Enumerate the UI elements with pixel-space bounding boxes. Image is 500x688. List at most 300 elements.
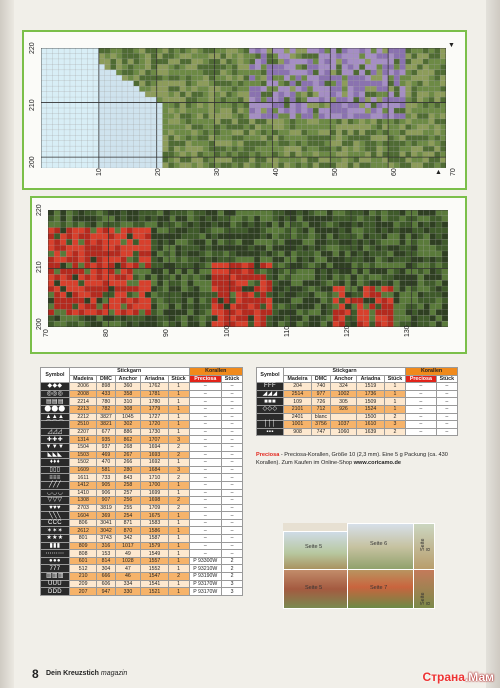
dmc-cell: 316 [97, 542, 115, 550]
ariadna-cell: 1524 [357, 405, 385, 413]
stuck-korallen-cell: – [436, 398, 457, 406]
ariadna-cell: 1509 [357, 398, 385, 406]
symbol-cell: ▥▥▥ [41, 573, 70, 581]
preciosa-text: - Preciosa-Korallen, Größe 10 (2,3 mm). Eine 5 g Packung (ca. 430 Korallen). Zum Kaufen im Online-Shop [256, 452, 448, 466]
dmc-cell: 740 [312, 383, 331, 391]
stuck-cell: 1 [168, 428, 189, 436]
dmc-cell: 666 [97, 573, 115, 581]
anchor-cell: 334 [115, 580, 141, 588]
key-row [257, 398, 458, 406]
magazine-title-suffix: magazin [100, 670, 128, 677]
preciosa-cell: – [189, 390, 222, 398]
col-preciosa: Preciosa [406, 375, 437, 383]
stuck-korallen-cell: 2 [222, 565, 243, 573]
stitch-grid-bottom [48, 210, 448, 327]
stuck-cell: 1 [168, 489, 189, 497]
stuck-cell: 2 [384, 428, 405, 436]
stuck-cell: 2 [168, 573, 189, 581]
preciosa-cell: – [406, 428, 437, 436]
dmc-cell: 977 [312, 390, 331, 398]
anchor-cell: 870 [115, 527, 141, 535]
ariadna-cell: 1541 [141, 580, 168, 588]
col-stickgarn: Stickgarn [283, 368, 405, 376]
x-tick: 10 [96, 168, 103, 176]
col-ariadna: Ariadna [357, 375, 385, 383]
stuck-korallen-cell: – [222, 527, 243, 535]
preciosa-cell: – [406, 390, 437, 398]
anchor-cell [330, 413, 356, 421]
key-row [257, 383, 458, 391]
watermark-prefix: Страна [422, 670, 465, 684]
stuck-cell: 2 [168, 504, 189, 512]
anchor-cell: 360 [115, 383, 141, 391]
madeira-cell: 1609 [69, 466, 97, 474]
symbol-cell: ▯▯▯ [41, 466, 70, 474]
key-row [41, 413, 243, 421]
key-row [41, 519, 243, 527]
preciosa-cell: – [189, 519, 222, 527]
symbol-cell: FFF [257, 383, 284, 391]
ariadna-cell: 1552 [141, 565, 168, 573]
stuck-cell: 1 [168, 413, 189, 421]
stuck-cell: 1 [384, 390, 405, 398]
stuck-korallen-cell: – [222, 489, 243, 497]
stuck-korallen-cell: – [436, 413, 457, 421]
x-tick: 60 [391, 168, 398, 176]
col-stuck: Stück [168, 375, 189, 383]
key-row [257, 421, 458, 429]
key-row [41, 459, 243, 467]
key-row [41, 383, 243, 391]
stuck-cell: 3 [168, 466, 189, 474]
anchor-cell: 358 [115, 390, 141, 398]
preview-label-6: Seite 8 [420, 592, 432, 605]
stuck-korallen-cell: – [222, 474, 243, 482]
symbol-cell: ♥♥♥ [41, 504, 70, 512]
stuck-korallen-cell: – [222, 451, 243, 459]
stuck-korallen-cell: – [436, 428, 457, 436]
madeira-cell: 2510 [69, 421, 97, 429]
symbol-cell: ⬤⬤⬤ [41, 405, 70, 413]
y-tick: 200 [36, 318, 43, 330]
dmc-cell: 898 [97, 383, 115, 391]
stuck-cell: 1 [384, 405, 405, 413]
ariadna-cell: 1586 [141, 527, 168, 535]
col-ariadna: Ariadna [141, 375, 168, 383]
preciosa-cell: – [189, 527, 222, 535]
madeira-cell: 1502 [69, 459, 97, 467]
dmc-cell: 304 [97, 565, 115, 573]
symbol-cell: ≡≡≡ [41, 474, 70, 482]
key-row [41, 497, 243, 505]
symbol-cell: │││ [257, 421, 284, 429]
preciosa-cell: – [189, 542, 222, 550]
preview-label-1: Seite 5 [305, 544, 323, 550]
page-number: 8 [32, 667, 39, 681]
madeira-cell: 204 [283, 383, 311, 391]
dmc-cell: blanc [312, 413, 331, 421]
madeira-cell: 209 [69, 580, 97, 588]
preciosa-cell: – [189, 512, 222, 520]
arrow-marker-bottom: ▲ [435, 169, 442, 176]
dmc-cell: 733 [97, 474, 115, 482]
stuck-korallen-cell: 2 [222, 573, 243, 581]
stuck-korallen-cell: – [222, 535, 243, 543]
stuck-korallen-cell: – [436, 390, 457, 398]
color-key-table-left [40, 367, 243, 596]
preciosa-cell: P 93190W [189, 573, 222, 581]
preview-label-5: Seite 7 [370, 585, 388, 591]
page-edge-shadow [486, 0, 500, 688]
symbol-cell: ╱╱╱ [41, 481, 70, 489]
madeira-cell: 806 [69, 519, 97, 527]
stuck-cell: 1 [384, 383, 405, 391]
anchor-cell: 254 [115, 512, 141, 520]
preciosa-note [256, 452, 456, 467]
anchor-cell: 305 [330, 398, 356, 406]
symbol-cell: ✶✶✶ [41, 527, 70, 535]
key-row [257, 413, 458, 421]
stitch-grid-top [41, 48, 446, 168]
anchor-cell: 862 [115, 436, 141, 444]
col-symbol: Symbol [257, 368, 284, 383]
key-row [41, 504, 243, 512]
key-row [41, 557, 243, 565]
key-row [41, 580, 243, 588]
col-korallen: Korallen [189, 368, 243, 376]
madeira-cell: 2401 [283, 413, 311, 421]
symbol-cell: ◣◣◣ [41, 451, 70, 459]
stuck-korallen-cell: – [222, 512, 243, 520]
madeira-cell: 2214 [69, 398, 97, 406]
stuck-korallen-cell: – [436, 383, 457, 391]
stuck-korallen-cell: 3 [222, 580, 243, 588]
key-row [41, 535, 243, 543]
dmc-cell: 935 [97, 436, 115, 444]
dmc-cell: 726 [312, 398, 331, 406]
dmc-cell: 581 [97, 466, 115, 474]
anchor-cell: 886 [115, 428, 141, 436]
key-row [41, 512, 243, 520]
symbol-cell: ★★★ [41, 535, 70, 543]
x-tick: 50 [332, 168, 339, 176]
symbol-cell: ▤▤▤ [41, 398, 70, 406]
symbol-cell: ▪▪▪ [257, 428, 284, 436]
madeira-cell: 2212 [69, 413, 97, 421]
x-tick: 70 [43, 329, 50, 337]
madeira-cell: 1412 [69, 481, 97, 489]
madeira-cell: 2006 [69, 383, 97, 391]
symbol-cell: ■■■ [257, 398, 284, 406]
stuck-korallen-cell: – [222, 459, 243, 467]
x-tick: 30 [214, 168, 221, 176]
anchor-cell: 267 [115, 451, 141, 459]
preciosa-cell: – [189, 550, 222, 558]
madeira-cell: 2008 [69, 390, 97, 398]
key-row [41, 542, 243, 550]
anchor-cell: 266 [115, 459, 141, 467]
stuck-korallen-cell: – [222, 421, 243, 429]
ariadna-cell: 1699 [141, 489, 168, 497]
key-row [41, 436, 243, 444]
stuck-korallen-cell: – [436, 421, 457, 429]
madeira-cell: 2514 [283, 390, 311, 398]
symbol-cell: ▲▲▲ [41, 413, 70, 421]
col-stuck-korallen: Stück [222, 375, 243, 383]
stuck-cell: 1 [168, 542, 189, 550]
preview-label-2: Seite 6 [370, 541, 388, 547]
anchor-cell: 49 [115, 550, 141, 558]
stuck-korallen-cell: – [222, 436, 243, 444]
anchor-cell: 257 [115, 489, 141, 497]
anchor-cell: 1028 [115, 557, 141, 565]
symbol-cell: ✚✚✚ [41, 436, 70, 444]
dmc-cell: 3827 [97, 413, 115, 421]
col-madeira: Madeira [69, 375, 97, 383]
preciosa-cell: – [189, 436, 222, 444]
stuck-cell: 1 [168, 519, 189, 527]
key-row [257, 390, 458, 398]
watermark-logo: Страна.Мам [422, 670, 494, 684]
stuck-korallen-cell: – [436, 405, 457, 413]
ariadna-cell: 1720 [141, 421, 168, 429]
stuck-korallen-cell: – [222, 443, 243, 451]
stuck-korallen-cell: – [222, 550, 243, 558]
preciosa-cell: – [406, 405, 437, 413]
dmc-cell: 3041 [97, 519, 115, 527]
anchor-cell: 1002 [330, 390, 356, 398]
anchor-cell: 330 [115, 588, 141, 596]
dmc-cell: 369 [97, 512, 115, 520]
preciosa-cell: – [189, 466, 222, 474]
stuck-korallen-cell: – [222, 383, 243, 391]
preciosa-cell: – [406, 398, 437, 406]
stuck-cell: 2 [168, 474, 189, 482]
symbol-cell: ▼▼▼ [41, 443, 70, 451]
anchor-cell: 926 [330, 405, 356, 413]
anchor-cell: 258 [115, 481, 141, 489]
x-tick: 40 [273, 168, 280, 176]
preciosa-cell: – [189, 451, 222, 459]
ariadna-cell: 1500 [357, 413, 385, 421]
preciosa-cell: – [189, 383, 222, 391]
key-row [41, 527, 243, 535]
key-row [257, 405, 458, 413]
ariadna-cell: 1557 [141, 557, 168, 565]
symbol-cell: ◆◆◆ [41, 383, 70, 391]
ariadna-cell: 1730 [141, 428, 168, 436]
chart-panel-top [22, 30, 467, 190]
magazine-title-main: Dein Kreuzstich [46, 670, 99, 677]
ariadna-cell: 1762 [141, 383, 168, 391]
ariadna-cell: 1549 [141, 550, 168, 558]
x-tick: 80 [103, 329, 111, 337]
ariadna-cell: 1779 [141, 405, 168, 413]
anchor-cell: 308 [115, 405, 141, 413]
anchor-cell: 871 [115, 519, 141, 527]
ariadna-cell: 1781 [141, 390, 168, 398]
col-korallen: Korallen [406, 368, 458, 376]
ariadna-cell: 1579 [141, 542, 168, 550]
stuck-korallen-cell: – [222, 466, 243, 474]
anchor-cell: 46 [115, 573, 141, 581]
key-row [41, 481, 243, 489]
preciosa-cell: – [189, 459, 222, 467]
symbol-cell: ◢◢◢ [257, 390, 284, 398]
dmc-cell: 3821 [97, 421, 115, 429]
dmc-cell: 677 [97, 428, 115, 436]
preciosa-cell: – [189, 428, 222, 436]
key-row [41, 489, 243, 497]
symbol-cell [257, 413, 284, 421]
ariadna-cell: 1694 [141, 443, 168, 451]
madeira-cell: 1410 [69, 489, 97, 497]
dmc-cell: 712 [312, 405, 331, 413]
preciosa-cell: – [189, 535, 222, 543]
x-tick: 100 [223, 325, 231, 337]
stuck-korallen-cell: – [222, 542, 243, 550]
ariadna-cell: 1684 [141, 466, 168, 474]
stuck-korallen-cell: – [222, 398, 243, 406]
stuck-cell: 1 [168, 557, 189, 565]
x-tick: 130 [404, 325, 411, 337]
stuck-korallen-cell: – [222, 519, 243, 527]
ariadna-cell: 1610 [357, 421, 385, 429]
shop-url: www.coricamo.de [353, 459, 401, 466]
ariadna-cell: 1675 [141, 512, 168, 520]
arrow-marker-top: ▼ [448, 42, 455, 49]
stuck-korallen-cell: 2 [222, 557, 243, 565]
stuck-cell: 3 [168, 436, 189, 444]
ariadna-cell: 1710 [141, 474, 168, 482]
symbol-cell: ◇◇◇ [257, 405, 284, 413]
y-tick: 210 [29, 99, 36, 111]
dmc-cell: 906 [97, 489, 115, 497]
madeira-cell: 2703 [69, 504, 97, 512]
color-key-table-right [256, 367, 458, 436]
madeira-cell: 809 [69, 542, 97, 550]
symbol-cell: ▮▮▮ [41, 542, 70, 550]
dmc-cell: 947 [97, 588, 115, 596]
key-row [41, 550, 243, 558]
stuck-korallen-cell: – [222, 504, 243, 512]
ariadna-cell: 1692 [141, 459, 168, 467]
ariadna-cell: 1707 [141, 436, 168, 444]
ariadna-cell: 1709 [141, 504, 168, 512]
madeira-cell: 1001 [283, 421, 311, 429]
madeira-cell: 512 [69, 565, 97, 573]
anchor-cell: 256 [115, 497, 141, 505]
anchor-cell: 1017 [115, 542, 141, 550]
preciosa-cell: – [406, 383, 437, 391]
stuck-korallen-cell: – [222, 405, 243, 413]
preview-panel-1 [283, 531, 349, 571]
preciosa-cell: – [189, 504, 222, 512]
dmc-cell: 814 [97, 557, 115, 565]
stuck-cell: 1 [168, 398, 189, 406]
col-dmc: DMC [312, 375, 331, 383]
stuck-cell: 1 [168, 550, 189, 558]
dmc-cell: 747 [312, 428, 331, 436]
x-tick: 120 [343, 325, 351, 337]
dmc-cell: 782 [97, 405, 115, 413]
preciosa-cell: – [406, 413, 437, 421]
stuck-korallen-cell: – [222, 481, 243, 489]
madeira-cell: 2213 [69, 405, 97, 413]
col-symbol: Symbol [41, 368, 70, 383]
madeira-cell: 908 [283, 428, 311, 436]
preciosa-cell: P 93170W [189, 580, 222, 588]
dmc-cell: 780 [97, 398, 115, 406]
madeira-cell: 109 [283, 398, 311, 406]
dmc-cell: 3042 [97, 527, 115, 535]
preciosa-cell: – [189, 421, 222, 429]
anchor-cell: 302 [115, 421, 141, 429]
key-row [41, 573, 243, 581]
layout-preview [283, 523, 433, 608]
preciosa-cell: – [189, 405, 222, 413]
ariadna-cell: 1780 [141, 398, 168, 406]
y-tick: 210 [36, 261, 43, 273]
col-stuck-korallen: Stück [436, 375, 457, 383]
madeira-cell: 1308 [69, 497, 97, 505]
preciosa-cell: P 93170W [189, 588, 222, 596]
dmc-cell: 606 [97, 580, 115, 588]
anchor-cell: 268 [115, 443, 141, 451]
preciosa-cell: – [189, 443, 222, 451]
madeira-cell: 1314 [69, 436, 97, 444]
ariadna-cell: 1547 [141, 573, 168, 581]
key-row [41, 398, 243, 406]
stuck-cell: 1 [168, 535, 189, 543]
stuck-cell: 1 [168, 580, 189, 588]
anchor-cell: 255 [115, 504, 141, 512]
preview-label-3: Seite 8 [420, 538, 432, 551]
symbol-cell: ◡◡◡ [41, 489, 70, 497]
dmc-cell: 905 [97, 481, 115, 489]
x-tick: 90 [163, 329, 171, 337]
preciosa-cell: – [189, 398, 222, 406]
key-row [41, 565, 243, 573]
stuck-cell: 2 [168, 497, 189, 505]
madeira-cell: 1604 [69, 512, 97, 520]
col-anchor: Anchor [330, 375, 356, 383]
preciosa-cell: – [189, 474, 222, 482]
ariadna-cell: 1698 [141, 497, 168, 505]
madeira-cell: 808 [69, 550, 97, 558]
stuck-cell: 2 [168, 451, 189, 459]
col-stuck: Stück [384, 375, 405, 383]
dmc-cell: 3756 [312, 421, 331, 429]
col-stickgarn: Stickgarn [69, 368, 189, 376]
stuck-cell: 1 [168, 421, 189, 429]
preview-label-4: Seite 5 [305, 585, 323, 591]
madeira-cell: 2101 [283, 405, 311, 413]
anchor-cell: 843 [115, 474, 141, 482]
symbol-cell: UUU [41, 580, 70, 588]
ariadna-cell: 1587 [141, 535, 168, 543]
ariadna-cell: 1727 [141, 413, 168, 421]
madeira-cell: 207 [69, 588, 97, 596]
madeira-cell: 1503 [69, 451, 97, 459]
symbol-cell: ◎◎◎ [41, 390, 70, 398]
ariadna-cell: 1521 [141, 588, 168, 596]
ariadna-cell: 1639 [357, 428, 385, 436]
anchor-cell: 1060 [330, 428, 356, 436]
stuck-cell: 1 [168, 383, 189, 391]
ariadna-cell: 1583 [141, 519, 168, 527]
key-row [41, 443, 243, 451]
